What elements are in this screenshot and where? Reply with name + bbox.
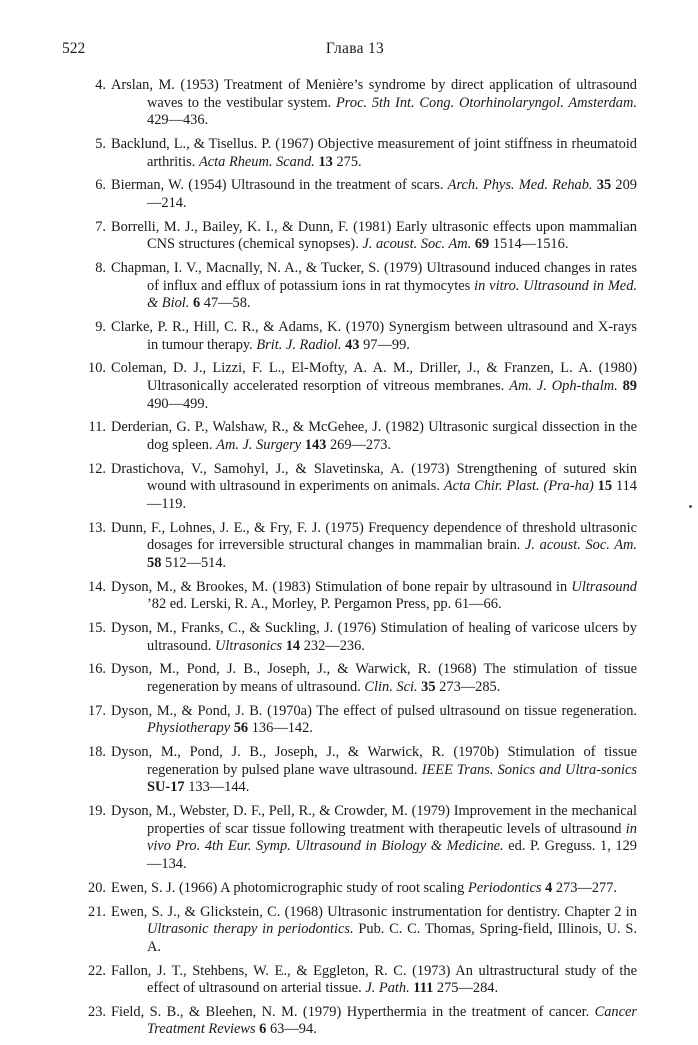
reference-authors-title: Drastichova, V., Samohyl, J., & Slavetinska, A. (1973) Strengthening of sutured skin wound with ultrasound in experiments on animals. [111,460,637,495]
reference-journal: Am. J. Oph-thalm. [509,378,618,395]
reference-number: 16. [88,661,106,678]
reference-authors-title: Dyson, M., & Pond, J. B. (1970a) The effect of pulsed ultrasound on tissue regeneration. [111,702,637,719]
reference-text [111,260,637,313]
reference-item [80,219,637,254]
reference-item [80,520,637,573]
reference-authors-title: Dyson, M., & Brookes, M. (1983) Stimulation of bone repair by ultrasound in [111,578,572,595]
reference-authors-title: Backlund, L., & Tisellus. P. (1967) Objective measurement of joint stiffness in rheumatoid arthritis. [111,135,637,170]
reference-authors-title: Dyson, M., Franks, C., & Suckling, J. (1976) Stimulation of healing of varicose ulcers by ultrasound. [111,620,637,654]
reference-journal: Proc. 5th Int. Cong. Otorhinolaryngol. Amsterdam. [336,94,637,111]
reference-authors-title: Borrelli, M. J., Bailey, K. I., & Dunn, F. (1981) Early ultrasonic effects upon mammalian CNS structures (chemical synopses). [111,218,637,253]
reference-text [111,963,637,998]
reference-volume: 6 [189,295,201,312]
reference-pages: Pub. C. C. Thomas, Spring-field, Illinois, U. S. A. [147,921,637,955]
reference-number: 8. [95,260,106,277]
reference-number: 13. [88,519,106,536]
reference-text [111,177,637,212]
reference-authors-title: Ewen, S. J. (1966) A photomicrographic study of root scaling [111,879,468,896]
reference-number: 14. [88,578,106,595]
reference-volume: SU-17 [147,779,185,796]
reference-number: 21. [88,903,106,920]
reference-text [111,360,637,413]
reference-number: 17. [88,702,106,719]
reference-item [80,260,637,313]
reference-pages: 273—285. [435,679,501,696]
reference-journal: IEEE Trans. Sonics and Ultra-sonics [421,761,638,778]
reference-volume: 143 [301,437,327,453]
reference-number: 23. [88,1003,106,1020]
reference-journal: Ultrasonic therapy in periodontics. [147,921,354,938]
reference-journal: Clin. Sci. [364,679,418,696]
reference-number: 12. [88,460,106,477]
reference-authors-title: Fallon, J. T., Stehbens, W. E., & Eggleton, R. C. (1973) An ultrastructural study of the effect of ultrasound on arterial tissue. [111,962,637,997]
reference-text [111,744,637,797]
reference-pages: 47—58. [200,295,251,312]
reference-authors-title: Arslan, M. (1953) Treatment of Menière’s syndrome by direct application of ultrasound waves to the vestibular system. [111,77,637,111]
reference-journal: J. acoust. Soc. Am. [525,537,637,554]
reference-volume: 15 [593,478,613,495]
reference-journal: Brit. J. Radiol. [256,336,342,353]
reference-volume: 43 [341,336,360,353]
reference-number: 9. [95,319,106,336]
reference-pages: 429—436. [147,112,209,129]
reference-journal: Acta Rheum. Scand. [198,153,315,170]
reference-item [80,904,637,957]
reference-number: 19. [88,803,106,820]
scan-mark [689,505,692,508]
reference-item [80,177,637,212]
reference-item [80,744,637,797]
reference-authors-title: Dyson, M., Pond, J. B., Joseph, J., & Warwick, R. (1968) The stimulation of tissue regeneration by means of ultrasound. [111,661,637,696]
reference-item [80,880,637,898]
reference-item [80,803,637,873]
reference-journal: Ultrasound [571,578,637,595]
reference-authors-title: Dyson, M., Pond, J. B., Joseph, J., & Warwick, R. (1970b) Stimulation of tissue regeneration by pulsed plane wave ultrasound. [111,744,637,778]
reference-list [80,77,637,1045]
reference-pages: 269—273. [326,437,392,453]
reference-authors-title: Coleman, D. J., Lizzi, F. L., El-Mofty, A. A. M., Driller, J., & Franzen, L. A. (1980) Ultrasonically accelerated resorption of vitreous membranes. [111,360,637,395]
reference-pages: 273—277. [552,879,618,896]
reference-journal: Am. J. Surgery [216,437,302,453]
reference-authors-title: Bierman, W. (1954) Ultrasound in the treatment of scars. [111,177,448,194]
chapter-title: Глава 13 [325,40,385,57]
reference-pages: 275. [332,153,362,170]
reference-journal: Physiotherapy [147,720,231,737]
reference-item [80,419,637,454]
reference-text [111,880,637,898]
reference-pages: 63—94. [266,1021,317,1038]
reference-authors-title: Derderian, G. P., Walshaw, R., & McGehee, J. (1982) Ultrasonic surgical dissection in the dog spleen. [111,419,637,453]
reference-number: 22. [88,962,106,979]
reference-number: 7. [95,218,106,235]
reference-volume: 13 [314,153,333,170]
reference-authors-title: Ewen, S. J., & Glickstein, C. (1968) Ultrasonic instrumentation for dentistry. Chapter 2 in [111,903,637,920]
reference-number: 15. [88,620,106,637]
reference-item [80,77,637,130]
reference-journal: Cancer Treatment Reviews [147,1003,637,1038]
reference-journal: in vivo Pro. 4th Eur. Symp. Ultrasound in Biology & Medicine. [147,820,637,855]
page-number: 522 [62,40,86,57]
reference-text [111,419,637,454]
reference-text [111,904,637,957]
reference-item [80,461,637,514]
reference-number: 20. [88,879,106,896]
reference-text [111,136,637,171]
reference-text [111,520,637,573]
reference-text [111,77,637,130]
reference-authors-title: Field, S. B., & Bleehen, N. M. (1979) Hyperthermia in the treatment of cancer. [111,1003,595,1020]
reference-pages: 232—236. [300,637,365,654]
reference-journal: Periodontics [467,879,542,896]
reference-text [111,461,637,514]
reference-journal: J. acoust. Soc. Am. [362,236,472,253]
reference-pages: 97—99. [359,336,410,353]
reference-volume: 35 [592,177,612,194]
reference-journal: J. Path. [365,980,410,997]
reference-pages: 490—499. [147,395,209,412]
reference-text [111,579,637,614]
reference-item [80,1004,637,1039]
reference-number: 11. [88,419,106,436]
reference-item [80,703,637,738]
reference-item [80,620,637,655]
reference-pages: 209—214. [147,177,637,211]
reference-text [111,703,637,738]
reference-pages: ’82 ed. Lerski, R. A., Morley, P. Pergamon Press, pp. 61—66. [147,596,502,613]
reference-number: 5. [95,135,106,152]
reference-pages: 136—142. [248,720,313,737]
reference-journal: Acta Chir. Plast. (Pra-ha) [443,478,594,495]
reference-authors-title: Dyson, M., Webster, D. F., Pell, R., & Crowder, M. (1979) Improvement in the mechanical properties of scar tissue following treatment with therapeutic levels of ultrasound [111,803,637,837]
reference-volume: 89 [617,378,637,395]
reference-number: 4. [95,77,106,93]
reference-item [80,319,637,354]
reference-pages: 512—514. [161,554,227,571]
reference-text [111,661,637,696]
reference-volume: 6 [255,1021,267,1038]
reference-text [111,620,637,655]
reference-journal: Arch. Phys. Med. Rehab. [447,177,593,194]
reference-pages: 133—144. [184,779,250,796]
reference-volume: 4 [541,879,553,896]
reference-item [80,963,637,998]
reference-number: 10. [88,360,106,377]
reference-journal: in vitro. Ultrasound in Med. & Biol. [147,277,637,312]
reference-item [80,360,637,413]
reference-text [111,1004,637,1039]
reference-pages: 1514—1516. [489,236,569,253]
reference-item [80,579,637,614]
reference-number: 18. [88,744,106,761]
reference-volume: 35 [417,679,436,696]
reference-authors-title: Chapman, I. V., Macnally, N. A., & Tucker, S. (1979) Ultrasound induced changes in rates of influx and efflux of potassium ions in rat thymocytes [111,260,637,294]
reference-pages: 275—284. [433,980,499,997]
reference-authors-title: Clarke, P. R., Hill, C. R., & Adams, K. (1970) Synergism between ultrasound and X-rays in tumour therapy. [111,319,637,353]
reference-pages: ed. P. Greguss. 1, 129—134. [147,838,637,872]
reference-volume: 58 [147,554,162,571]
reference-volume: 14 [282,637,301,654]
reference-item [80,136,637,171]
reference-authors-title: Dunn, F., Lohnes, J. E., & Fry, F. J. (1975) Frequency dependence of threshold ultrasonic dosages for irreversible structural changes in mammalian brain. [111,519,637,554]
reference-pages: 114—119. [147,478,638,512]
reference-number: 6. [95,177,106,194]
reference-volume: 56 [230,720,249,737]
page-header [62,40,638,62]
reference-text [111,803,637,873]
reference-text [111,319,637,354]
reference-journal: Ultrasonics [214,637,283,654]
reference-item [80,661,637,696]
reference-text [111,219,637,254]
reference-volume: 111 [409,980,434,997]
reference-volume: 69 [471,236,490,253]
